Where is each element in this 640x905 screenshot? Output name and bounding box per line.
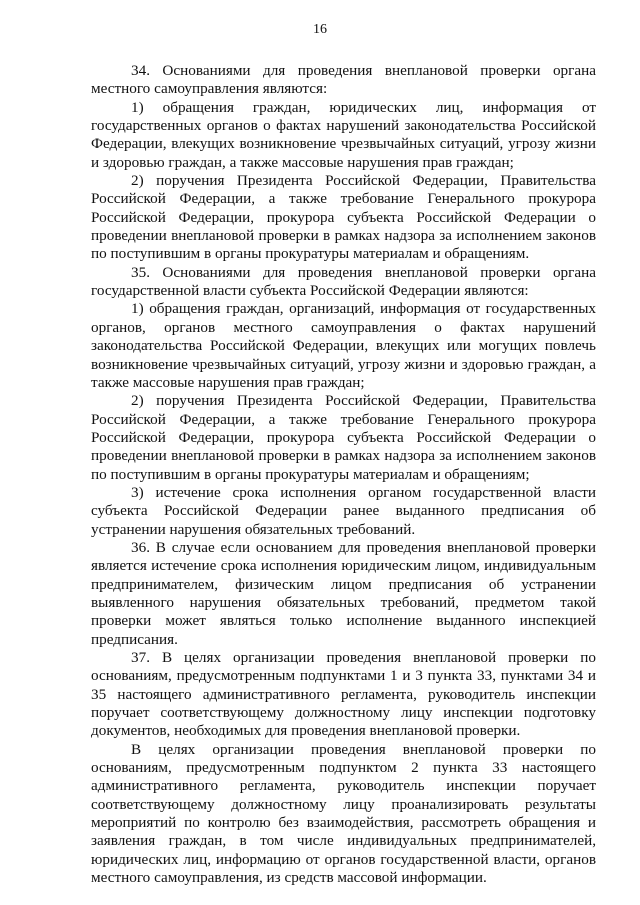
paragraph-37-continuation: В целях организации проведения внеплановой проверки по основаниям, предусмотренным подпунктом 2 пункта 33 настоящего административного регламента, руководитель инспекции поручает соответствующему должностному лицу проанализировать результаты мероприятий по контролю без взаимодействия, рассмотреть обращения и заявления граждан, в том числе индивидуальных предпринимателей, юридических лиц, информацию от органов государственной власти, органов местного самоуправления, из средств массовой информации. <box>91 740 596 887</box>
paragraph-34-item-2: 2) поручения Президента Российской Федерации, Правительства Российской Федерации, а также требование Генерального прокурора Российской Федерации, прокурора субъекта Российской Федерации о проведении внеплановой проверки в рамках надзора за исполнением законов по поступившим в органы прокуратуры материалам и обращениям. <box>91 172 596 263</box>
document-body <box>91 62 596 887</box>
paragraph-37: 37. В целях организации проведения внеплановой проверки по основаниям, предусмотренным подпунктами 1 и 3 пункта 33, пунктами 34 и 35 настоящего административного регламента, руководитель инспекции поручает соответствующему должностному лицу инспекции подготовку документов, необходимых для проведения внеплановой проверки. <box>91 649 596 740</box>
page-number: 16 <box>313 22 327 37</box>
paragraph-36: 36. В случае если основанием для проведения внеплановой проверки является истечение срока исполнения юридическим лицом, индивидуальным предпринимателем, физическим лицом предписания об устранении выявленного нарушения обязательных требований, предметом такой проверки может являться только исполнение выданного инспекцией предписания. <box>91 538 596 648</box>
paragraph-34: 34. Основаниями для проведения внеплановой проверки органа местного самоуправления являются: <box>91 62 596 98</box>
paragraph-35: 35. Основаниями для проведения внеплановой проверки органа государственной власти субъекта Российской Федерации являются: <box>91 263 596 300</box>
paragraph-34-item-1: 1) обращения граждан, юридических лиц, информация от государственных органов о фактах нарушений законодательства Российской Федерации, влекущих возникновение чрезвычайных ситуаций, угрозу жизни и здоровью граждан, а также массовые нарушения прав граждан; <box>91 98 596 171</box>
paragraph-35-item-3: 3) истечение срока исполнения органом государственной власти субъекта Российской Федерации ранее выданного предписания об устранении нарушения обязательных требований. <box>91 483 596 538</box>
paragraph-35-item-1: 1) обращения граждан, организаций, информация от государственных органов, органов местного самоуправления о фактах нарушений законодательства Российской Федерации, влекущих или могущих повлечь возникновение чрезвычайных ситуаций, угрозу жизни и здоровью граждан, а также массовые нарушения прав граждан; <box>91 300 596 391</box>
paragraph-35-item-2: 2) поручения Президента Российской Федерации, Правительства Российской Федерации, а также требование Генерального прокурора Российской Федерации, прокурора субъекта Российской Федерации о проведении внеплановой проверки в рамках надзора за исполнением законов по поступившим в органы прокуратуры материалам и обращениям; <box>91 392 596 483</box>
